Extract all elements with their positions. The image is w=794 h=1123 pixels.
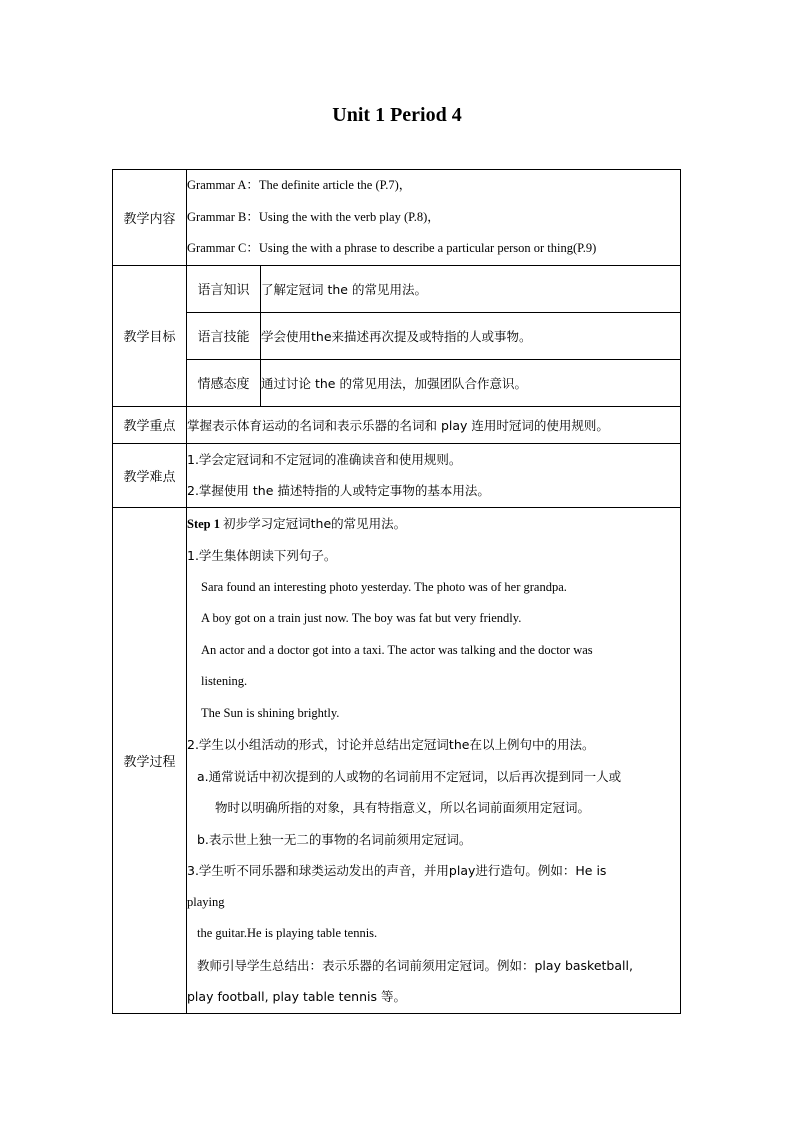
step-1-line xyxy=(187,508,680,541)
step-1-title: 初步学习定冠词the的常见用法。 xyxy=(223,515,407,531)
goals-row-skills xyxy=(113,312,681,359)
process-item-2: 2.学生以小组活动的形式，讨论并总结出定冠词the在以上例句中的用法。 xyxy=(187,737,595,752)
process-item-3-line-1: 3.学生听不同乐器和球类运动发出的声音，并用play进行造句。例如：He is xyxy=(187,863,607,878)
difficulties-label: 教学难点 xyxy=(113,443,187,507)
example-sentence-3-cont: listening. xyxy=(201,674,248,688)
page-title: Unit 1 Period 4 xyxy=(332,104,462,126)
grammar-b-line: Grammar B：Using the with the verb play (P.8)， xyxy=(187,209,440,224)
goal-label-knowledge: 语言知识 xyxy=(187,265,261,312)
grammar-c-line: Grammar C：Using the with a phrase to describe a particular person or thing(P.9) xyxy=(187,241,597,255)
key-points-label: 教学重点 xyxy=(113,406,187,443)
process-item-2a-line-2: 物时以明确所指的对象，具有特指意义，所以名词前面须用定冠词。 xyxy=(215,800,591,815)
teacher-summary-line-2: play football, play table tennis 等。 xyxy=(187,989,406,1004)
goal-label-attitude: 情感态度 xyxy=(187,359,261,406)
goal-label-skills: 语言技能 xyxy=(187,312,261,359)
process-item-1: 1.学生集体朗读下列句子。 xyxy=(187,548,337,563)
content-row-body xyxy=(187,170,681,266)
difficulties-row xyxy=(113,443,681,507)
step-1-heading: Step 1 xyxy=(187,516,220,531)
difficulty-line-1: 1.学会定冠词和不定冠词的准确读音和使用规则。 xyxy=(187,451,462,467)
process-item-2b: b.表示世上独一无二的事物的名词前须用定冠词。 xyxy=(197,831,472,847)
key-points-text: 掌握表示体育运动的名词和表示乐器的名词和 play 连用时冠词的使用规则。 xyxy=(187,406,681,443)
difficulty-line-2: 2.掌握使用 the 描述特指的人或特定事物的基本用法。 xyxy=(187,483,490,498)
content-row xyxy=(113,170,681,266)
example-sentence-3: An actor and a doctor got into a taxi. The actor was talking and the doctor was xyxy=(201,642,593,657)
goals-row-attitude xyxy=(113,359,681,406)
goals-row-label: 教学目标 xyxy=(113,265,187,406)
goal-text-knowledge: 了解定冠词 the 的常见用法。 xyxy=(261,265,681,312)
process-body xyxy=(187,507,681,1013)
teacher-summary-line-1: 教师引导学生总结出：表示乐器的名词前须用定冠词。例如：play basketball, xyxy=(197,957,633,973)
grammar-a-line: Grammar A：The definite article the (P.7)， xyxy=(187,178,412,192)
goal-text-skills: 学会使用the来描述再次提及或特指的人或事物。 xyxy=(261,312,681,359)
process-item-3-line-2: playing xyxy=(187,894,225,909)
goals-row-knowledge xyxy=(113,265,681,312)
process-item-3-line-3: the guitar.He is playing table tennis. xyxy=(197,926,378,940)
process-row xyxy=(113,507,681,1013)
lesson-plan-table xyxy=(112,169,681,1014)
process-label: 教学过程 xyxy=(113,507,187,1013)
example-sentence-4: The Sun is shining brightly. xyxy=(201,705,340,720)
example-sentence-2: A boy got on a train just now. The boy was fat but very friendly. xyxy=(201,611,522,625)
content-row-label: 教学内容 xyxy=(113,170,187,266)
key-points-row xyxy=(113,406,681,443)
process-item-2a-line-1: a.通常说话中初次提到的人或物的名词前用不定冠词，以后再次提到同一人或 xyxy=(197,768,622,784)
goal-text-attitude: 通过讨论 the 的常见用法，加强团队合作意识。 xyxy=(261,359,681,406)
difficulties-body xyxy=(187,443,681,507)
example-sentence-1: Sara found an interesting photo yesterday. The photo was of her grandpa. xyxy=(201,579,567,594)
